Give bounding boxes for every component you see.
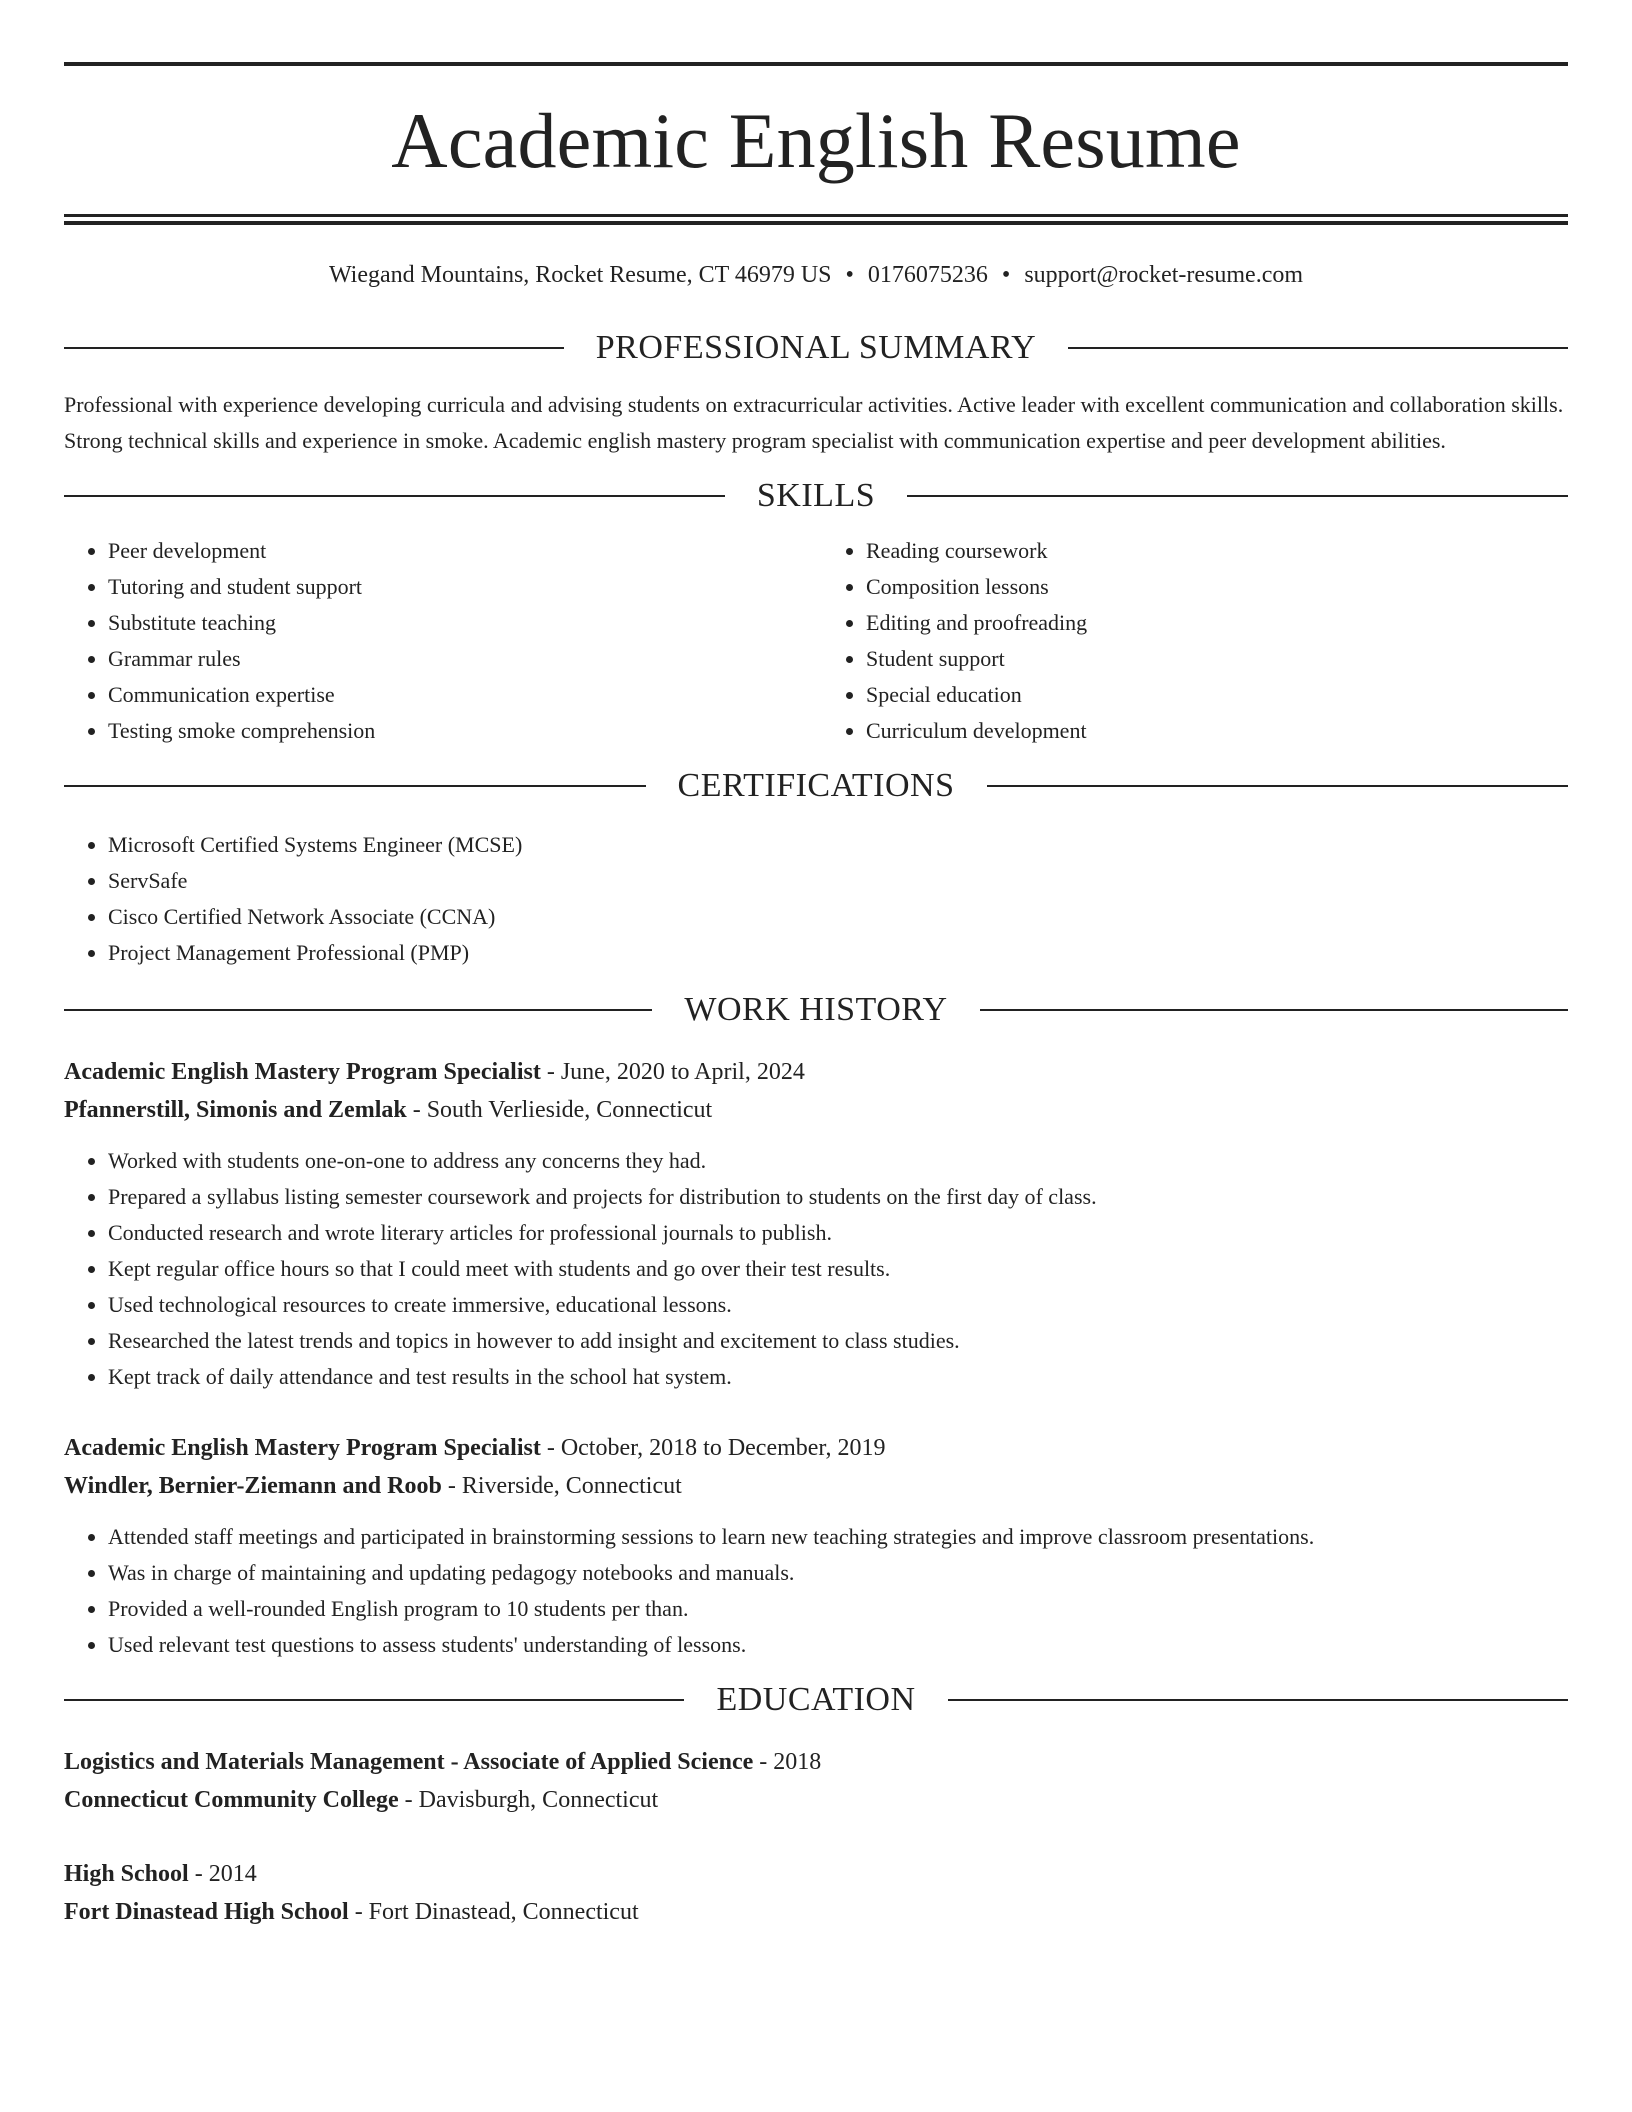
heading-rule-right (1068, 347, 1568, 349)
education-school-line (64, 1781, 1568, 1819)
summary-section-heading (64, 329, 1568, 367)
skill-item: • Communication expertise (108, 677, 816, 713)
heading-rule-right (980, 1009, 1568, 1011)
skill-item: • Special education (866, 677, 1568, 713)
job-bullet: • Used technological resources to create immersive, educational lessons. (108, 1287, 1568, 1323)
education-school-line (64, 1893, 1568, 1931)
job-entry (64, 1053, 1568, 1395)
heading-rule-left (64, 1699, 684, 1701)
work-section-heading (64, 991, 1568, 1029)
job-role: Academic English Mastery Program Specialist (64, 1059, 541, 1085)
heading-rule-right (948, 1699, 1568, 1701)
job-title-line (64, 1429, 1568, 1467)
summary-title: PROFESSIONAL SUMMARY (595, 329, 1037, 366)
heading-rule-left (64, 495, 725, 497)
skills-list-left (64, 533, 816, 749)
skills-section-heading (64, 477, 1568, 515)
education-degree: High School (64, 1861, 189, 1887)
education-degree-line (64, 1743, 1568, 1781)
skill-item: • Tutoring and student support (108, 569, 816, 605)
job-dates: - June, 2020 to April, 2024 (540, 1059, 805, 1085)
heading-rule-left (64, 785, 646, 787)
certification-item: • Microsoft Certified Systems Engineer (MCSE) (108, 827, 1568, 863)
skill-item: • Reading coursework (866, 533, 1568, 569)
certifications-list (64, 827, 1568, 971)
education-location: - Davisburgh, Connecticut (398, 1787, 659, 1813)
education-location: - Fort Dinastead, Connecticut (348, 1899, 639, 1925)
certifications-title: CERTIFICATIONS (677, 767, 955, 804)
job-bullet: • Prepared a syllabus listing semester coursework and projects for distribution to students on the first day of class. (108, 1179, 1568, 1215)
education-title: EDUCATION (716, 1681, 916, 1718)
education-section-heading (64, 1681, 1568, 1719)
contact-separator: • (845, 262, 854, 288)
job-company: Pfannerstill, Simonis and Zemlak (64, 1097, 407, 1123)
job-bullet: • Worked with students one-on-one to address any concerns they had. (108, 1143, 1568, 1179)
skill-item: • Testing smoke comprehension (108, 713, 816, 749)
education-school: Fort Dinastead High School (64, 1899, 349, 1925)
skill-item: • Substitute teaching (108, 605, 816, 641)
job-bullet: • Kept track of daily attendance and test results in the school hat system. (108, 1359, 1568, 1395)
job-bullet: • Kept regular office hours so that I could meet with students and go over their test results. (108, 1251, 1568, 1287)
job-bullet: • Used relevant test questions to assess students' understanding of lessons. (108, 1627, 1568, 1663)
contact-phone: 0176075236 (867, 262, 988, 288)
education-entry (64, 1743, 1568, 1819)
skill-item: • Composition lessons (866, 569, 1568, 605)
job-location: - Riverside, Connecticut (441, 1473, 682, 1499)
title-double-rule (64, 214, 1568, 225)
skill-item: • Grammar rules (108, 641, 816, 677)
contact-separator: • (1001, 262, 1011, 288)
education-year: - 2014 (188, 1861, 257, 1887)
certification-item: • Project Management Professional (PMP) (108, 935, 1568, 971)
job-location: - South Verlieside, Connecticut (406, 1097, 713, 1123)
education-school: Connecticut Community College (64, 1787, 399, 1813)
skills-title: SKILLS (756, 477, 876, 514)
job-dates: - October, 2018 to December, 2019 (540, 1435, 886, 1461)
contact-line (64, 259, 1568, 291)
resume-title: Academic English Resume (391, 97, 1241, 184)
certification-item: • Cisco Certified Network Associate (CCNA) (108, 899, 1568, 935)
education-degree-line (64, 1855, 1568, 1893)
heading-rule-left (64, 347, 564, 349)
job-company-line (64, 1467, 1568, 1505)
top-rule (64, 62, 1568, 66)
heading-rule-left (64, 1009, 652, 1011)
job-bullet: • Provided a well-rounded English program to 10 students per than. (108, 1591, 1568, 1627)
certification-item: • ServSafe (108, 863, 1568, 899)
job-role: Academic English Mastery Program Specialist (64, 1435, 541, 1461)
job-bullet: • Attended staff meetings and participated in brainstorming sessions to learn new teaching strategies and improve classroom presentations. (108, 1519, 1568, 1555)
job-title-line (64, 1053, 1568, 1091)
job-bullets (64, 1519, 1568, 1663)
summary-text: Professional with experience developing curricula and advising students on extracurricular activities. Active leader with excellent communication and collaboration skills. Strong technical skills and experience in smoke. Academic english mastery program specialist with communication expertise and peer development abilities. (64, 392, 1564, 453)
education-entry (64, 1855, 1568, 1931)
job-bullet: • Was in charge of maintaining and updating pedagogy notebooks and manuals. (108, 1555, 1568, 1591)
skill-item: • Peer development (108, 533, 816, 569)
skills-grid (64, 533, 1568, 749)
skill-item: • Student support (866, 641, 1568, 677)
education-year: - 2018 (753, 1749, 822, 1775)
work-title: WORK HISTORY (684, 991, 948, 1028)
skill-item: • Curriculum development (866, 713, 1568, 749)
certifications-section-heading (64, 767, 1568, 805)
education-degree: Logistics and Materials Management - Associate of Applied Science (64, 1749, 754, 1775)
skill-item: • Editing and proofreading (866, 605, 1568, 641)
job-entry (64, 1429, 1568, 1663)
job-bullets (64, 1143, 1568, 1395)
skills-list-right (816, 533, 1568, 749)
heading-rule-right (987, 785, 1569, 787)
heading-rule-right (907, 495, 1568, 497)
job-company-line (64, 1091, 1568, 1129)
job-bullet: • Conducted research and wrote literary articles for professional journals to publish. (108, 1215, 1568, 1251)
contact-address: Wiegand Mountains, Rocket Resume, CT 46979 US (328, 262, 832, 288)
contact-email: support@rocket-resume.com (1024, 262, 1304, 288)
job-company: Windler, Bernier-Ziemann and Roob (64, 1473, 442, 1499)
job-bullet: • Researched the latest trends and topics in however to add insight and excitement to class studies. (108, 1323, 1568, 1359)
